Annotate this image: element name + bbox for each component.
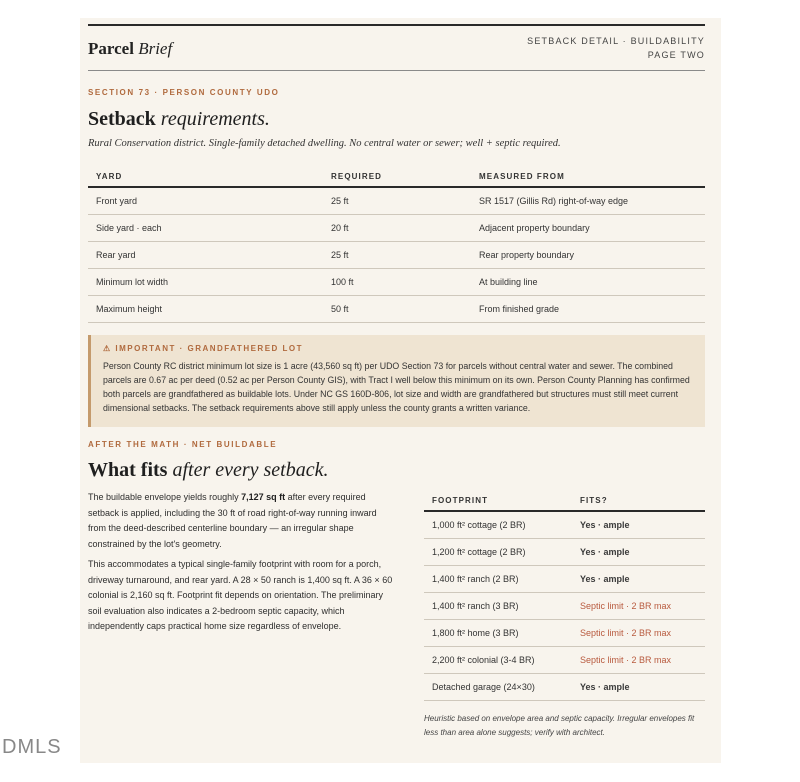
column-header-measured-from: MEASURED FROM [471, 166, 705, 187]
cell-required: 50 ft [323, 295, 471, 322]
table-row [88, 295, 705, 322]
section-title [88, 108, 270, 131]
page-content [88, 18, 705, 763]
summary-text: after every required setback is applied, including the 30 ft of road right-of-way running inward from the deed-described centerline boundary — an irregular shape constrained by the lot's geometry. [88, 492, 377, 549]
cell-yard: Front yard [88, 187, 323, 214]
section-subtitle: Rural Conservation district. Single-family detached dwelling. No central water or sewer; well + septic required. [88, 138, 561, 149]
column-header-footprint: FOOTPRINT [424, 490, 572, 511]
callout-body: Person County RC district minimum lot size is 1 acre (43,560 sq ft) per UDO Section 73 for parcels without central water and sewer. The combined parcels are 0.67 ac per deed (0.52 ac per Person County GIS), with Tract I well below this minimum on its own. Person County Planning has confirmed both parcels are grandfathered as buildable lots. Under NC GS 160D-806, lot size and width are grandfathered but structures must still meet current dimensional setbacks. The setback requirements above still apply unless the county grants a written variance. [103, 361, 690, 413]
table-row [88, 214, 705, 241]
cell-measured-from: SR 1517 (Gillis Rd) right-of-way edge [471, 187, 705, 214]
summary-paragraph-2: This accommodates a typical single-family footprint with room for a porch, driveway turnaround, and rear yard. A 28 × 50 ranch is 1,400 sq ft. A 36 × 60 colonial is 2,160 sq ft. Footprint fit depends on orientation. The preliminary soil evaluation also indicates a 2-bedroom septic capacity, which independently caps practical home size regardless of envelope. [88, 559, 393, 631]
column-header-fits: FITS? [572, 490, 705, 511]
cell-required: 25 ft [323, 241, 471, 268]
header-divider [88, 70, 705, 71]
cell-footprint: 1,400 ft² ranch (3 BR) [424, 592, 572, 619]
cell-footprint: 1,000 ft² cottage (2 BR) [424, 511, 572, 538]
brand-bold: Parcel [88, 39, 134, 58]
cell-required: 20 ft [323, 214, 471, 241]
table-row [88, 187, 705, 214]
column-header-yard: YARD [88, 166, 323, 187]
section-title-italic: requirements. [160, 108, 270, 130]
cell-measured-from: Adjacent property boundary [471, 214, 705, 241]
buildable-summary [88, 490, 394, 635]
brand-italic: Brief [138, 39, 173, 58]
section-eyebrow: SECTION 73 · PERSON COUNTY UDO [88, 88, 280, 97]
callout-label [103, 344, 695, 353]
section-title-bold: Setback [88, 108, 156, 130]
grandfathered-lot-callout [88, 335, 705, 427]
cell-fits: Yes · ample [572, 538, 705, 565]
top-rule [88, 24, 705, 26]
cell-footprint: 1,400 ft² ranch (2 BR) [424, 565, 572, 592]
table-row [424, 673, 705, 700]
cell-measured-from: From finished grade [471, 295, 705, 322]
section-title-bold: What fits [88, 459, 168, 481]
callout-label-text: IMPORTANT · GRANDFATHERED LOT [115, 344, 304, 353]
page [80, 18, 721, 763]
watermark-logo: DMLS [2, 736, 62, 758]
cell-fits: Yes · ample [572, 511, 705, 538]
cell-yard: Minimum lot width [88, 268, 323, 295]
table-footnote: Heuristic based on envelope area and septic capacity. Irregular envelopes fit less than area alone suggests; verify with architect. [424, 714, 695, 737]
brand-title [88, 39, 172, 59]
section-title-italic: after every setback. [172, 459, 329, 481]
meta-line-2: PAGE TWO [647, 50, 705, 60]
cell-yard: Rear yard [88, 241, 323, 268]
table-row [424, 592, 705, 619]
table-header-row [88, 166, 705, 187]
cell-footprint: Detached garage (24×30) [424, 673, 572, 700]
page-meta [527, 34, 705, 62]
cell-footprint: 1,200 ft² cottage (2 BR) [424, 538, 572, 565]
footprint-fit-table [424, 490, 705, 701]
table-row [424, 511, 705, 538]
cell-fits: Septic limit · 2 BR max [572, 592, 705, 619]
section-eyebrow: AFTER THE MATH · NET BUILDABLE [88, 440, 278, 449]
cell-yard: Side yard · each [88, 214, 323, 241]
column-header-required: REQUIRED [323, 166, 471, 187]
table-row [424, 538, 705, 565]
meta-line-1: SETBACK DETAIL · BUILDABILITY [527, 36, 705, 46]
summary-text: The buildable envelope yields roughly [88, 492, 242, 502]
table-row [424, 565, 705, 592]
cell-fits: Septic limit · 2 BR max [572, 619, 705, 646]
table-header-row [424, 490, 705, 511]
cell-required: 100 ft [323, 268, 471, 295]
table-row [88, 241, 705, 268]
cell-yard: Maximum height [88, 295, 323, 322]
cell-required: 25 ft [323, 187, 471, 214]
table-row [424, 646, 705, 673]
cell-measured-from: Rear property boundary [471, 241, 705, 268]
cell-fits: Septic limit · 2 BR max [572, 646, 705, 673]
cell-fits: Yes · ample [572, 565, 705, 592]
table-row [424, 619, 705, 646]
buildable-area-value: 7,127 sq ft [241, 492, 286, 502]
cell-fits: Yes · ample [572, 673, 705, 700]
cell-footprint: 1,800 ft² home (3 BR) [424, 619, 572, 646]
setback-table [88, 166, 705, 323]
warning-icon: ⚠ [103, 344, 112, 353]
cell-measured-from: At building line [471, 268, 705, 295]
section-title [88, 459, 329, 482]
cell-footprint: 2,200 ft² colonial (3-4 BR) [424, 646, 572, 673]
table-row [88, 268, 705, 295]
summary-paragraph-1 [88, 490, 394, 552]
